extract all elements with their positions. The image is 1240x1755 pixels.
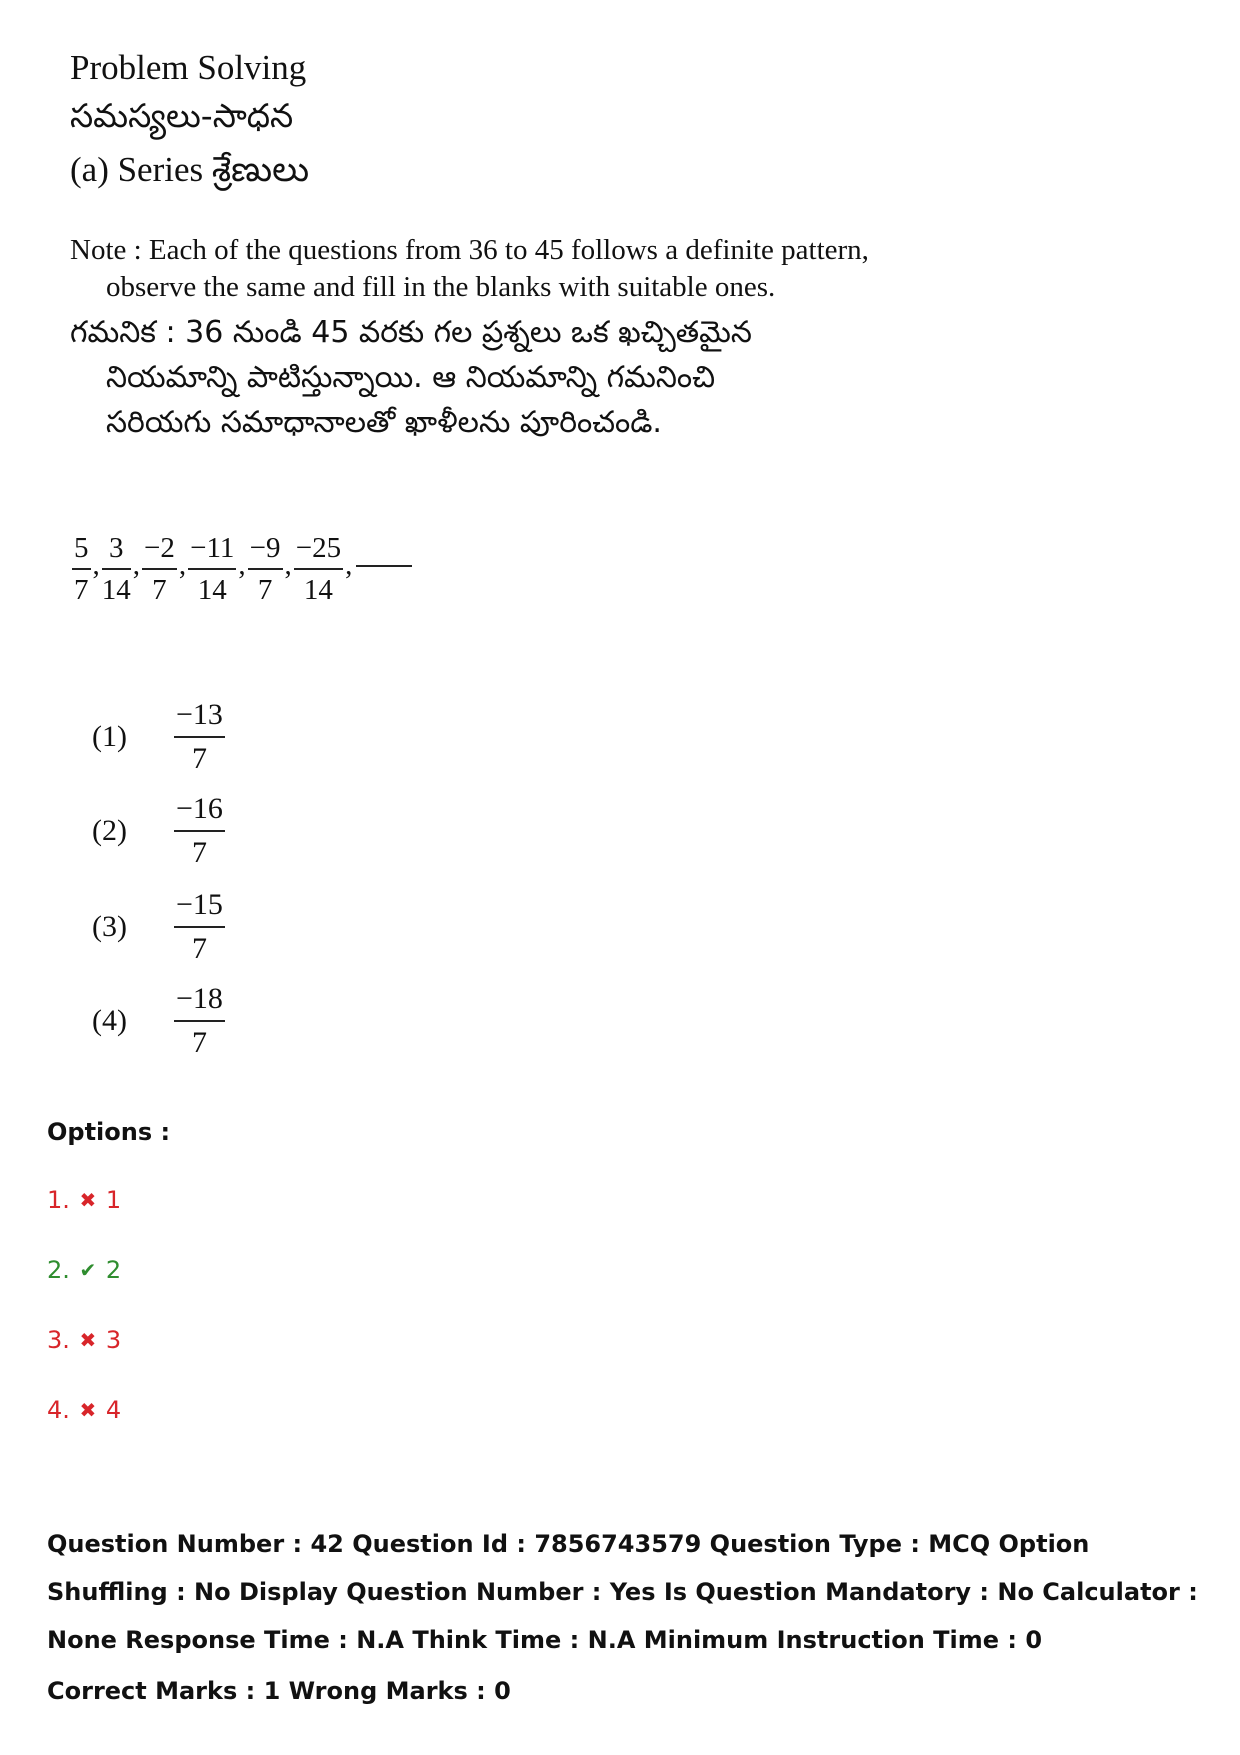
- note-telugu-line: గమనిక : 36 నుండి 45 వరకు గల ప్రశ్నలు ఒక ఖచ్చితమైన: [70, 315, 752, 350]
- section-heading-telugu: సమస్యలు-సాధన: [70, 96, 294, 135]
- cross-icon: ✖: [79, 1328, 97, 1352]
- note-english-line: Note : Each of the questions from 36 to 45 follows a definite pattern,: [70, 234, 869, 266]
- series-blank: [356, 565, 412, 567]
- note-telugu-line: సరియగు సమాధానాలతో ఖాళీలను పూరించండి.: [106, 405, 662, 440]
- section-heading: Problem Solving: [70, 48, 307, 87]
- number-series: $\frac{5}{7}$ , $\frac{3}{14}$ , $\frac{-2}{7}$ , $\frac{-11}{14}$ , $\frac{-9}{7}$ , $\frac{-25}{14}$ ,: [70, 530, 412, 608]
- note-telugu-line: నియమాన్ని పాటిస్తున్నాయి. ఆ నియమాన్ని గమనించి: [106, 360, 716, 395]
- question-metadata: Question Number : 42 Question Id : 7856743579 Question Type : MCQ Option Shuffling : No Display Question Number : Yes Is Question Mandatory : No Calculator : None Response Time : N.A Think Time : N.A Minimum Instruction Time : 0: [47, 1530, 1198, 1654]
- answer-choice: (1) $\frac{-13}{7}$: [92, 698, 223, 775]
- option-item: 1. ✖ 1: [47, 1186, 122, 1214]
- series-term: $\frac{5}{7}$: [74, 532, 89, 606]
- answer-choice: (3) $\frac{-15}{7}$: [92, 888, 223, 965]
- series-term: $\frac{3}{14}$: [101, 532, 131, 606]
- series-term: $\frac{-2}{7}$: [144, 532, 175, 606]
- question-image: [70, 48, 970, 1059]
- series-term: $\frac{-9}{7}$: [249, 532, 281, 606]
- cross-icon: ✖: [79, 1398, 97, 1422]
- answer-choice: (4) $\frac{-18}{7}$: [92, 982, 223, 1059]
- answer-choice: (2) $\frac{-16}{7}$: [92, 792, 223, 869]
- check-icon: ✔: [79, 1258, 97, 1282]
- series-term: $\frac{-25}{14}$: [295, 532, 342, 606]
- note-english-line: observe the same and fill in the blanks with suitable ones.: [106, 271, 776, 303]
- options-title: Options :: [47, 1118, 171, 1146]
- option-item: 2. ✔ 2: [47, 1256, 122, 1284]
- option-item: 3. ✖ 3: [47, 1326, 122, 1354]
- option-item: 4. ✖ 4: [47, 1396, 122, 1424]
- cross-icon: ✖: [79, 1188, 97, 1212]
- marks-info: Correct Marks : 1 Wrong Marks : 0: [47, 1677, 511, 1705]
- subsection-heading: (a) Series శ్రేణులు: [70, 150, 310, 189]
- series-term: $\frac{-11}{14}$: [190, 532, 235, 606]
